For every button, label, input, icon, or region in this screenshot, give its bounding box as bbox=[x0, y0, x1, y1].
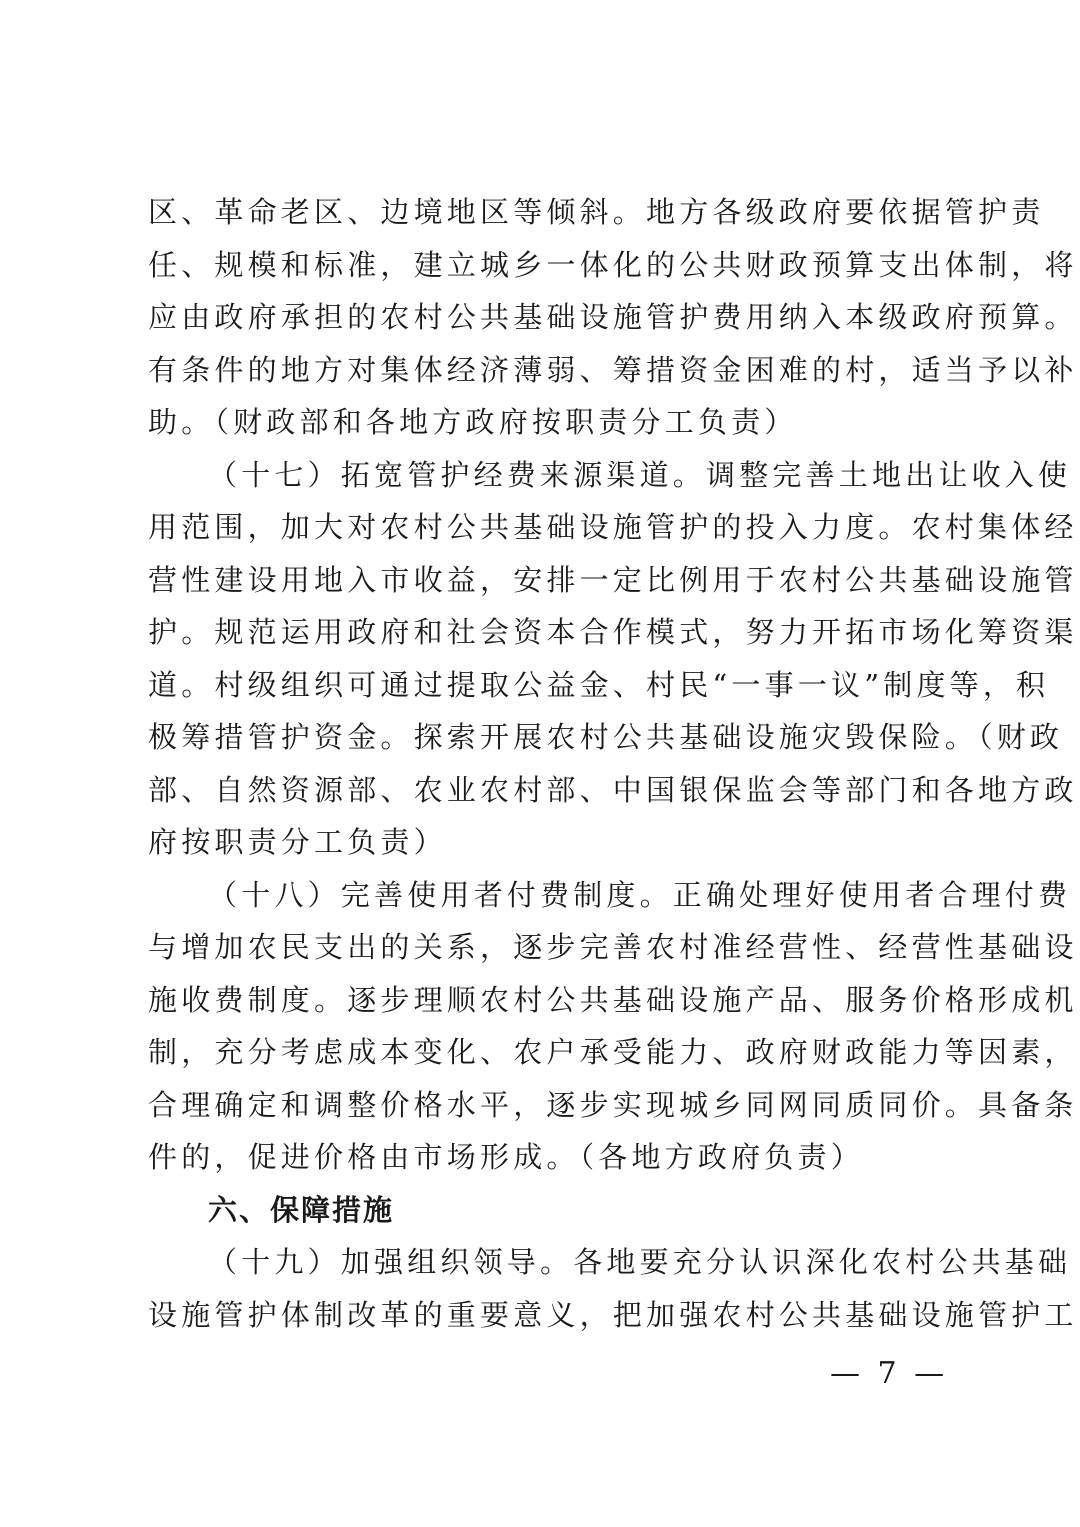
text-line: 营性建设用地入市收益，安排一定比例用于农村公共基础设施管 bbox=[148, 562, 1078, 597]
text-line: 施收费制度。逐步理顺农村公共基础设施产品、服务价格形成机 bbox=[148, 982, 1078, 1017]
text-line: 有条件的地方对集体经济薄弱、筹措资金困难的村，适当予以补 bbox=[148, 352, 1078, 387]
paragraph-19-start: （十九）加强组织领导。各地要充分认识深化农村公共基础 bbox=[208, 1245, 1072, 1279]
text-line: 合理确定和调整价格水平，逐步实现城乡同网同质同价。具备条 bbox=[148, 1087, 1078, 1122]
text-line: 部、自然资源部、农业农村部、中国银保监会等部门和各地方政 bbox=[148, 772, 1078, 807]
text-line: 助。（财政部和各地方政府按职责分工负责） bbox=[148, 405, 798, 439]
paragraph-17-start: （十七）拓宽管护经费来源渠道。调整完善土地出让收入使 bbox=[208, 457, 1072, 492]
text-line: 区、革命老区、边境地区等倾斜。地方各级政府要依据管护责 bbox=[148, 195, 1045, 229]
text-line: 件的，促进价格由市场形成。（各地方政府负责） bbox=[148, 1140, 864, 1174]
paragraph-18-start: （十八）完善使用者付费制度。正确处理好使用者合理付费 bbox=[208, 877, 1072, 912]
text-line: 用范围，加大对农村公共基础设施管护的投入力度。农村集体经 bbox=[148, 510, 1078, 544]
text-line: 极筹措管护资金。探索开展农村公共基础设施灾毁保险。（财政 bbox=[148, 720, 1064, 754]
text-line: 任、规模和标准，建立城乡一体化的公共财政预算支出体制，将 bbox=[148, 247, 1078, 282]
text-line: 制，充分考虑成本变化、农户承受能力、政府财政能力等因素， bbox=[148, 1035, 1078, 1069]
text-line: 道。村级组织可通过提取公益金、村民“一事一议”制度等，积 bbox=[148, 667, 1050, 702]
page-number: — 7 — bbox=[830, 1356, 949, 1391]
text-line: 设施管护体制改革的重要意义，把加强农村公共基础设施管护工 bbox=[148, 1297, 1078, 1332]
text-line: 与增加农民支出的关系，逐步完善农村准经营性、经营性基础设 bbox=[148, 930, 1078, 964]
text-line: 府按职责分工负责） bbox=[148, 825, 447, 859]
text-line: 护。规范运用政府和社会资本合作模式，努力开拓市场化筹资渠 bbox=[148, 615, 1078, 649]
section-heading: 六、保障措施 bbox=[208, 1192, 395, 1227]
text-line: 应由政府承担的农村公共基础设施管护费用纳入本级政府预算。 bbox=[148, 300, 1078, 334]
body-text bbox=[148, 186, 1078, 1341]
